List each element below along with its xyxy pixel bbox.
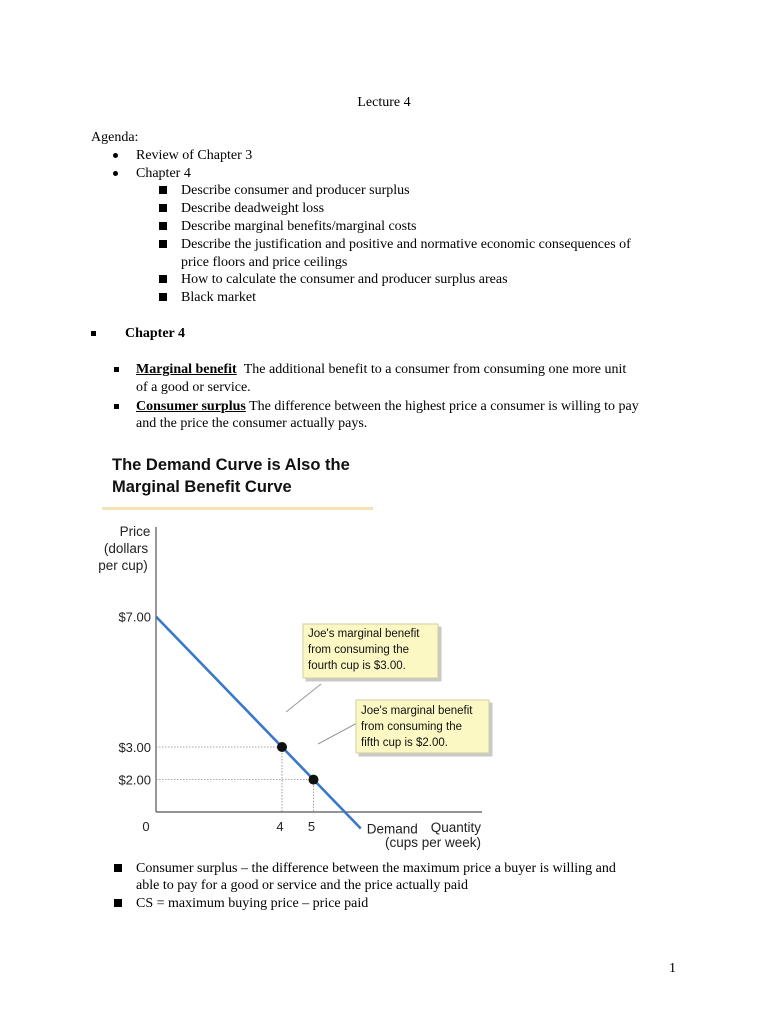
term-consumer-surplus: Consumer surplus — [136, 399, 246, 414]
agenda-item: Chapter 4 — [136, 166, 191, 181]
bottom-bullet: CS = maximum buying price – price paid — [136, 896, 369, 911]
chapter-heading: Chapter 4 — [125, 326, 186, 341]
definition-text-continued: and the price the consumer actually pays. — [136, 416, 368, 431]
data-point — [277, 742, 287, 752]
callout-fourth-cup — [286, 624, 438, 712]
chart-title-line: The Demand Curve is Also the — [112, 456, 350, 474]
agenda-label: Agenda: — [91, 130, 139, 145]
callout-text: fifth cup is $2.00. — [361, 737, 448, 749]
chapter4-item: Black market — [181, 290, 257, 305]
y-tick-label: $7.00 — [118, 609, 151, 625]
y-axis-label: (dollars — [103, 541, 149, 556]
term-marginal-benefit: Marginal benefit — [136, 362, 237, 377]
page-title: Lecture 4 — [357, 95, 411, 110]
callout-text: Joe's marginal benefit — [361, 705, 473, 717]
chapter4-item: Describe the justification and positive and normative economic consequences of — [181, 237, 631, 252]
agenda-item: Review of Chapter 3 — [136, 148, 253, 163]
bullet-square — [114, 864, 122, 872]
x-axis-label: (cups per week) — [384, 835, 481, 850]
chapter4-item-continued: price floors and price ceilings — [181, 255, 348, 270]
x-tick-label: 4 — [276, 819, 284, 834]
chart-title-line: Marginal Benefit Curve — [112, 478, 292, 496]
bottom-bullet: Consumer surplus – the difference between the maximum price a buyer is willing and — [136, 861, 616, 876]
chapter4-item: Describe marginal benefits/marginal costs — [181, 219, 417, 234]
callout-text: from consuming the — [361, 721, 462, 733]
chapter4-item: Describe consumer and producer surplus — [181, 183, 410, 198]
x-axis-label: Quantity — [430, 820, 481, 835]
callout-text: from consuming the — [308, 644, 409, 656]
y-axis-label: per cup) — [98, 558, 148, 573]
callout-fifth-cup — [318, 700, 489, 753]
definition-text-continued: of a good or service. — [136, 380, 251, 395]
y-axis-label: Price — [119, 524, 151, 539]
y-tick-label: $3.00 — [118, 740, 151, 755]
bottom-bullet-continued: able to pay for a good or service and the price actually paid — [136, 878, 468, 893]
page-number: 1 — [669, 961, 676, 976]
bullet-square — [114, 899, 122, 907]
chapter4-item: Describe deadweight loss — [181, 201, 325, 216]
callout-text: fourth cup is $3.00. — [308, 660, 406, 672]
definition-text: The difference between the highest price a consumer is willing to pay — [249, 399, 639, 414]
series-label-demand: Demand — [366, 821, 418, 837]
callout-leader — [318, 722, 359, 744]
y-tick-label: $2.00 — [118, 772, 151, 788]
callout-leader — [286, 684, 321, 712]
definition-text: The additional benefit to a consumer from consuming one more unit — [243, 362, 627, 377]
data-point — [309, 775, 319, 785]
callout-text: Joe's marginal benefit — [308, 628, 420, 640]
chapter4-item: How to calculate the consumer and producer surplus areas — [181, 272, 508, 287]
x-tick-label: 0 — [142, 819, 150, 834]
x-tick-label: 5 — [307, 819, 316, 834]
